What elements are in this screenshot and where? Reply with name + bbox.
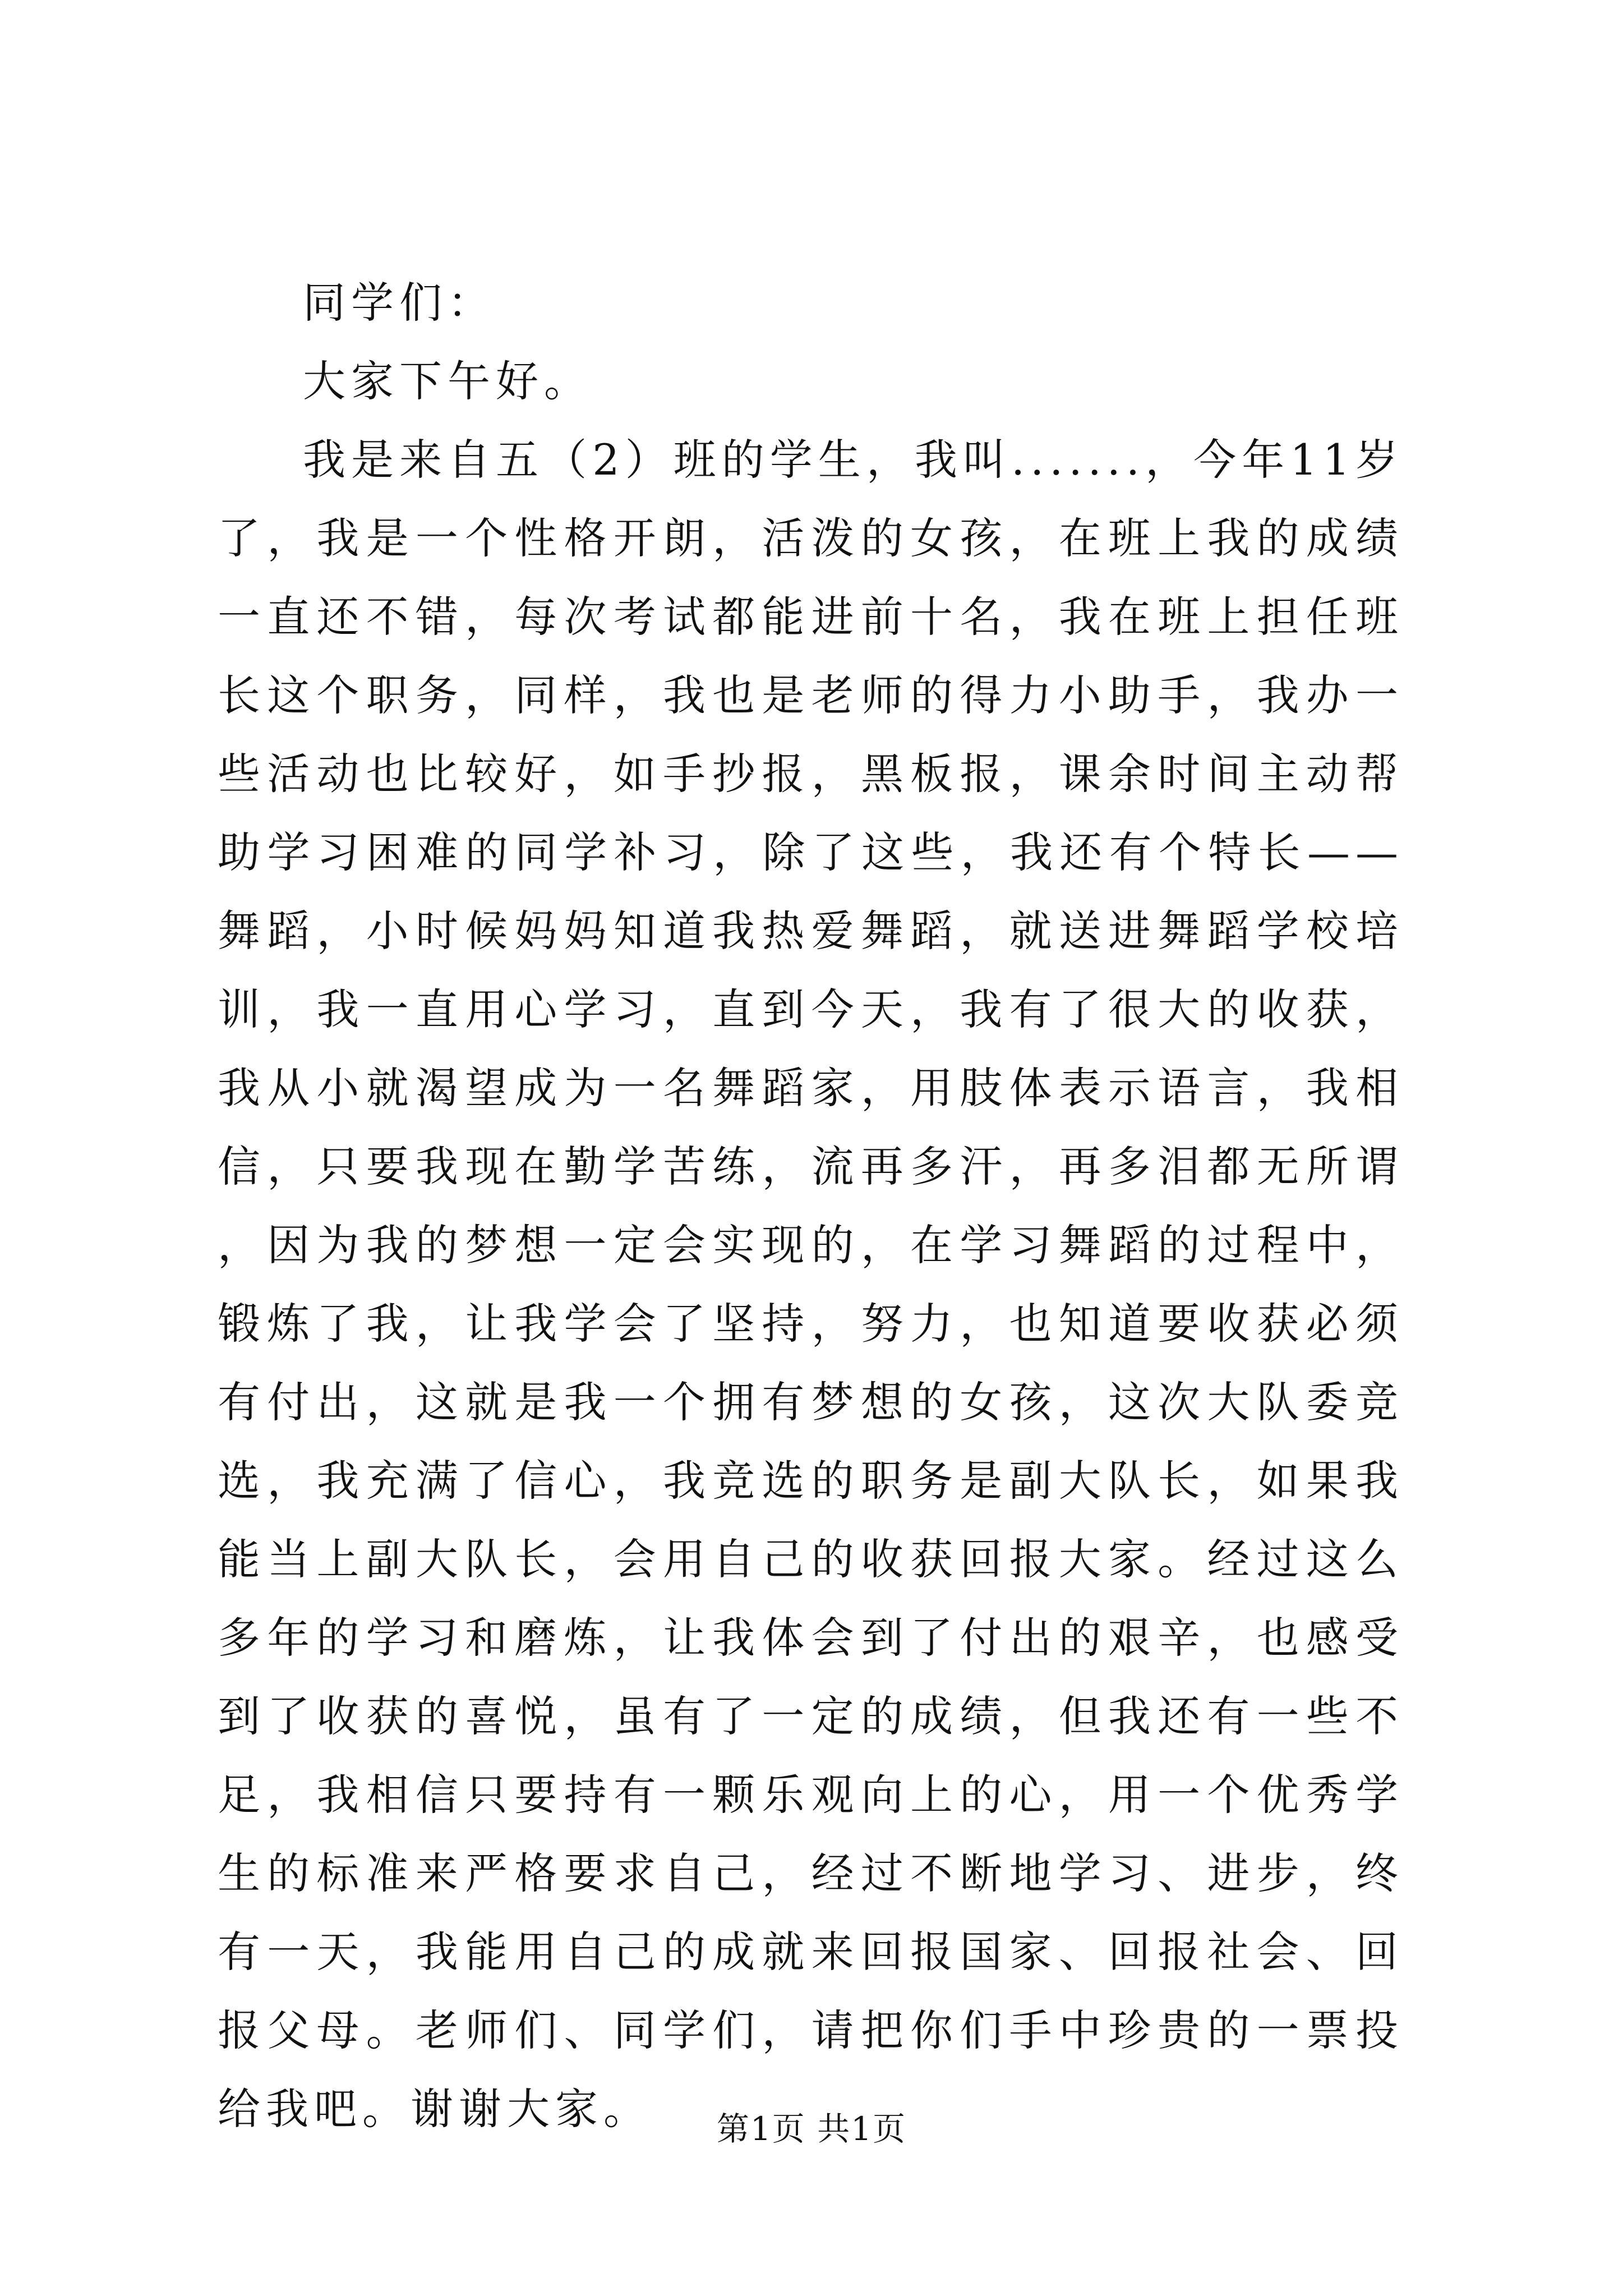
speech-paragraph: 我是来自五（2）班的学生，我叫.......，今年11岁了，我是一个性格开朗，活泼的女孩，在班上我的成绩一直还不错，每次考试都能进前十名，我在班上担任班长这个职务，同样，我也是老师的得力小助手，我办一些活动也比较好，如手抄报，黑板报，课余时间主动帮助学习困难的同学补习，除了这些，我还有个特长——舞蹈，小时候妈妈知道我热爱舞蹈，就送进舞蹈学校培训，我一直用心学习，直到今天，我有了很大的收获，我从小就渴望成为一名舞蹈家，用肢体表示语言，我相信，只要我现在勤学苦练，流再多汗，再多泪都无所谓，因为我的梦想一定会实现的，在学习舞蹈的过程中，锻炼了我，让我学会了坚持，努力，也知道要收获必须有付出，这就是我一个拥有梦想的女孩，这次大队委竞选，我充满了信心，我竞选的职务是副大队长，如果我能当上副大队长，会用自己的收获回报大家。经过这么多年的学习和磨炼，让我体会到了付出的艰辛，也感受到了收获的喜悦，虽有了一定的成绩，但我还有一些不足，我相信只要持有一颗乐观向上的心，用一个优秀学生的标准来严格要求自己，经过不断地学习、进步，终有一天，我能用自己的成就来回报国家、回报社会、回报父母。老师们、同学们，请把你们手中珍贵的一票投给我吧。谢谢大家。 xyxy=(218,435,1404,2134)
page-footer: 第1页 共1页 xyxy=(716,2110,907,2148)
document-body xyxy=(218,264,1404,2148)
salutation-line: 大家下午好。 xyxy=(303,356,592,406)
greeting-line: 同学们： xyxy=(303,278,496,328)
